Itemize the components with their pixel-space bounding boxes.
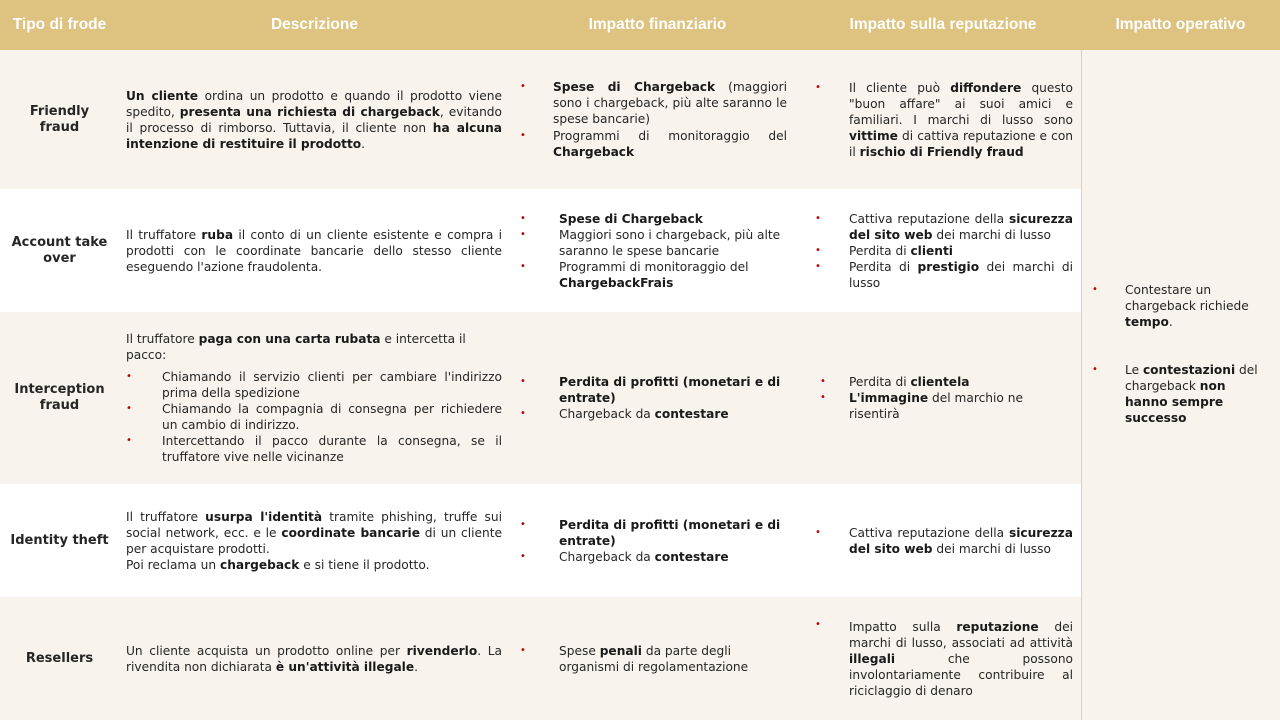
row-type-interception-fraud <box>0 312 120 485</box>
text: Poi reclama un <box>126 557 220 572</box>
list-item <box>811 243 1073 259</box>
text: tramite phishing, truffe sui social network, ecc. e le <box>126 509 502 540</box>
text: (maggiori sono i chargeback, più alte saranno le spese bancarie) <box>553 80 787 126</box>
row-fin-interception-fraud <box>510 312 806 485</box>
bold-text: illegali <box>849 651 896 666</box>
bold-text: tempo <box>1125 314 1169 329</box>
list-item <box>811 525 1073 557</box>
text: di un cliente per acquistare prodotti. <box>126 525 502 556</box>
text: Maggiori sono i chargeback, più alte saranno le spese bancarie <box>559 227 781 258</box>
text: e si tiene il prodotto. <box>299 557 430 572</box>
list-item <box>516 517 787 549</box>
bold-text: contestare <box>654 549 729 564</box>
row-fin-identity-theft <box>510 484 806 598</box>
bold-text: clientela <box>910 375 970 389</box>
header-impatto-reputazione: Impatto sulla reputazione <box>805 0 1081 50</box>
bullet-icon: • <box>520 228 526 240</box>
text: ordina un prodotto e quando il prodotto viene spedito, <box>126 88 502 119</box>
text: Spese <box>559 643 600 658</box>
row-desc-account-take-over <box>119 189 511 313</box>
description-text <box>126 88 502 152</box>
list-item <box>516 643 787 675</box>
bullet-icon: • <box>815 212 821 224</box>
operational-impact-resellers-cell <box>1081 597 1280 720</box>
bullet-icon: • <box>520 376 526 387</box>
text: . La rivendita non dichiarata <box>126 643 503 674</box>
list-item <box>811 259 1073 291</box>
row-type-friendly-fraud <box>0 50 120 190</box>
bullet-icon: • <box>520 130 526 141</box>
text: . <box>414 659 418 674</box>
bold-text: Spese di Chargeback <box>553 80 716 94</box>
list-item <box>516 227 787 259</box>
bold-text: clienti <box>910 243 953 258</box>
text: Perdita di <box>849 375 911 389</box>
bold-text: presenta una richiesta di chargeback <box>179 104 440 119</box>
text: , evitando il processo di rimborso. Tuttavia, il cliente non <box>126 104 502 135</box>
row-type-identity-theft <box>0 484 120 598</box>
text: che possono involontariamente contribuire al riciclaggio di denaro <box>849 651 1073 698</box>
bold-text: sicurezza del sito web <box>849 525 1073 556</box>
bullet-icon: • <box>126 371 132 382</box>
text: Programmi di monitoraggio del <box>559 259 749 274</box>
row-type-account-take-over <box>0 189 120 313</box>
text: Programmi di monitoraggio del <box>553 129 787 143</box>
text: da parte degli organismi di regolamentazione <box>559 643 749 674</box>
list-item <box>516 406 787 422</box>
text: dei marchi di lusso <box>932 541 1051 556</box>
bold-text: ha alcuna intenzione di restituire il prodotto <box>126 120 502 151</box>
bold-text: Perdita di profitti (monetari e di entrate) <box>559 517 781 548</box>
row-type-resellers <box>0 597 120 720</box>
fraud-type-label: Resellers <box>25 650 94 666</box>
text: Perdita di <box>849 243 911 258</box>
bold-text: L'immagine <box>849 391 929 405</box>
list-item <box>516 259 787 291</box>
text: Intercettando il pacco durante la consegna, se il truffatore vive nelle vicinanze <box>162 434 502 464</box>
text: questo "buon affare" ai suoi amici e familiari. I marchi di lusso sono <box>849 80 1073 127</box>
bold-text: Spese di Chargeback <box>559 211 703 226</box>
list-item <box>126 433 502 465</box>
text: dei marchi di lusso, associati ad attività <box>849 619 1074 650</box>
bold-text: paga con una carta rubata <box>198 332 381 346</box>
bullet-icon: • <box>815 526 821 538</box>
description-text <box>126 643 502 675</box>
description-text <box>126 557 502 573</box>
text: dei marchi di lusso <box>849 259 1073 290</box>
text: dei marchi di lusso <box>932 227 1051 242</box>
bold-text: non hanno sempre successo <box>1125 378 1226 425</box>
bullet-icon: • <box>815 618 821 630</box>
list-item <box>126 401 502 433</box>
row-desc-interception-fraud <box>119 312 511 485</box>
bullet-icon: • <box>126 403 132 414</box>
list-item <box>516 549 787 565</box>
bold-text: usurpa l'identità <box>205 509 323 524</box>
text: Cattiva reputazione della <box>849 211 1009 226</box>
description-text <box>126 227 502 275</box>
row-rep-resellers <box>805 597 1082 720</box>
row-rep-interception-fraud <box>805 312 1082 485</box>
header-impatto-finanziario: Impatto finanziario <box>510 0 805 50</box>
text: Perdita di <box>849 259 918 274</box>
bullet-icon: • <box>820 376 826 387</box>
bold-text: Un cliente <box>126 88 199 103</box>
text: . <box>1168 314 1173 329</box>
bold-text: prestigio <box>917 259 980 274</box>
bold-text: ChargebackFrais <box>559 275 674 290</box>
fraud-type-label: Account take over <box>11 234 108 266</box>
bullet-icon: • <box>820 392 826 403</box>
text: Il truffatore <box>126 332 199 346</box>
list-item <box>811 211 1073 243</box>
bullet-icon: • <box>815 244 821 256</box>
text: Contestare un chargeback richiede <box>1125 282 1249 313</box>
list-item <box>126 369 502 401</box>
row-fin-account-take-over <box>510 189 806 313</box>
text: di cattiva reputazione e con il <box>849 128 1073 159</box>
bullet-icon: • <box>815 81 821 93</box>
list-item <box>811 80 1073 160</box>
row-rep-identity-theft <box>805 484 1082 598</box>
text: . <box>361 136 366 151</box>
text: Cattiva reputazione della <box>849 525 1009 540</box>
row-rep-friendly-fraud <box>805 50 1082 190</box>
header-impatto-operativo: Impatto operativo <box>1081 0 1280 50</box>
fraud-type-label: Interception fraud <box>14 382 105 413</box>
bold-text: contestazioni <box>1142 362 1236 377</box>
bold-text: vittime <box>849 128 898 143</box>
operational-impact-merged-cell <box>1081 50 1280 598</box>
text: Chargeback da <box>559 407 655 421</box>
text: Il truffatore <box>126 509 206 524</box>
row-desc-resellers <box>119 597 511 720</box>
bold-text: rischio di Friendly fraud <box>859 144 1024 159</box>
list-item <box>811 619 1073 699</box>
text: Il truffatore <box>126 227 202 242</box>
bold-text: coordinate bancarie <box>281 525 420 540</box>
header-descrizione: Descrizione <box>119 0 510 50</box>
text: del chargeback <box>1125 362 1258 393</box>
bullet-icon: • <box>520 260 526 272</box>
bold-text: ruba <box>201 227 234 242</box>
list-item <box>1088 362 1270 426</box>
bullet-icon: • <box>1092 283 1098 295</box>
bold-text: reputazione <box>956 619 1039 634</box>
bullet-icon: • <box>1092 363 1098 375</box>
list-item <box>1088 282 1270 330</box>
row-desc-identity-theft <box>119 484 511 598</box>
text: del marchio ne risentirà <box>849 391 1023 421</box>
description-text <box>126 331 502 363</box>
text: Impatto sulla <box>849 619 957 634</box>
bold-text: diffondere <box>950 80 1022 95</box>
fraud-type-label: Identity theft <box>10 532 109 548</box>
list-item <box>811 390 1073 422</box>
text: Un cliente acquista un prodotto online per <box>126 643 407 658</box>
bullet-icon: • <box>815 260 821 272</box>
bold-text: contestare <box>654 407 729 421</box>
text: Chargeback da <box>559 549 655 564</box>
bullet-icon: • <box>520 408 526 419</box>
text: Chiamando il servizio clienti per cambiare l'indirizzo prima della spedizione <box>162 370 502 400</box>
bullet-icon: • <box>520 518 526 530</box>
bold-text: sicurezza del sito web <box>849 211 1073 242</box>
bullet-icon: • <box>520 644 526 656</box>
description-text <box>126 509 502 557</box>
list-item <box>516 211 787 227</box>
list-item <box>516 128 787 160</box>
bold-text: è un'attività illegale <box>275 659 415 674</box>
list-item <box>516 79 787 127</box>
text: e intercetta il pacco: <box>126 332 466 362</box>
list-item <box>516 374 787 406</box>
bold-text: Perdita di profitti (monetari e di entrate) <box>559 375 781 405</box>
row-fin-resellers <box>510 597 806 720</box>
bold-text: rivenderlo <box>406 643 478 658</box>
fraud-type-label: Friendly fraud <box>29 103 90 135</box>
text: il conto di un cliente esistente e compra i prodotti con le coordinate bancarie dello stesso cliente eseguendo l'azione fraudolenta. <box>126 227 502 274</box>
text: Le <box>1125 362 1143 377</box>
row-desc-friendly-fraud <box>119 50 511 190</box>
bullet-icon: • <box>520 81 526 92</box>
row-fin-friendly-fraud <box>510 50 806 190</box>
list-item <box>811 374 1073 390</box>
text: Chiamando la compagnia di consegna per richiedere un cambio di indirizzo. <box>162 402 502 432</box>
text: Il cliente può <box>849 80 951 95</box>
row-rep-account-take-over <box>805 189 1082 313</box>
bold-text: penali <box>599 643 642 658</box>
bullet-icon: • <box>520 212 526 224</box>
bold-text: chargeback <box>219 557 300 572</box>
header-tipo-di-frode: Tipo di frode <box>0 0 119 50</box>
bullet-icon: • <box>126 435 132 446</box>
bold-text: Chargeback <box>553 145 635 159</box>
bullet-icon: • <box>520 550 526 562</box>
